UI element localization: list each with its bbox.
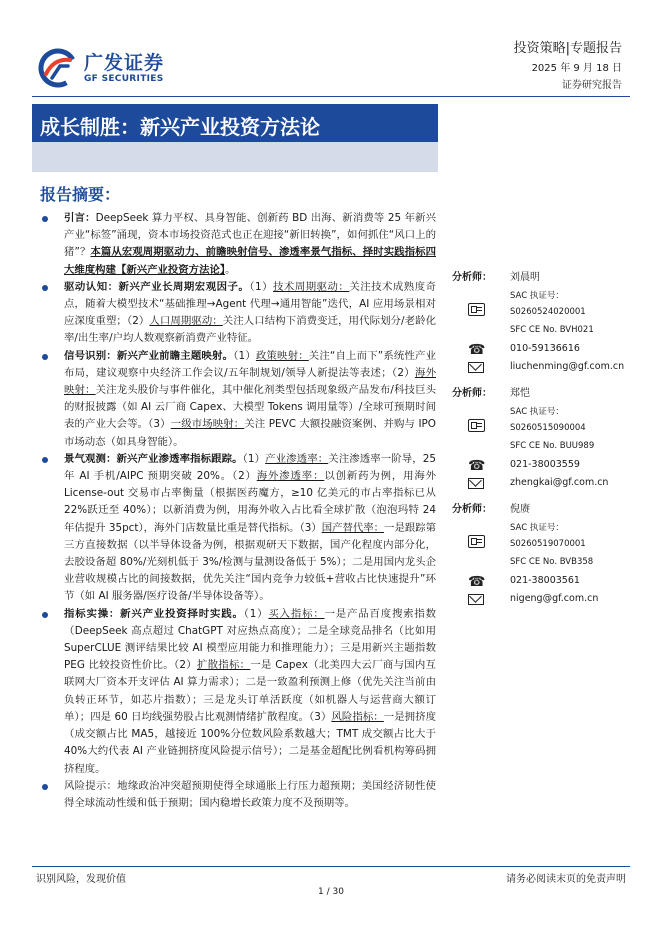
- summary-text: 。: [225, 263, 236, 276]
- summary-text: 一是跟踪第三方直接数据（以半导体设备为例，根据观研天下数据，国产化程度内部分化，去胶设备超 80%/光刻机低于 3%/检测与量测设备低于 5%）；二是用国内龙头企业营收规模占比的间接数据，优先关注“国内竞争力较低+营收占比快速提升”环节（如 AI 服务器/医疗设备/半导体设备等）。: [64, 521, 437, 603]
- summary-subhead: 海外渗透率：: [256, 470, 325, 483]
- summary-item: [38, 210, 436, 279]
- subtitle-band: [32, 142, 438, 172]
- bullet-icon: [42, 216, 48, 222]
- analyst-label: 分析师：: [452, 388, 492, 399]
- analyst-sfc-number: SFC CE No. BVH021: [510, 325, 594, 335]
- analyst-name: 郑恺: [510, 388, 530, 399]
- summary-text: 关注龙头股价与事件催化，其中催化剂类型包括现象级产品发布/科技巨头的财报披露（如 AI 云厂商 Capex、大模型 Tokens 调用量等）/全球可预期时间表的产业大会等。（3）: [64, 384, 437, 431]
- report-meta: [514, 40, 622, 94]
- summary-subhead: 政策映射：: [255, 349, 309, 362]
- summary-text: 一是拥挤度（成交额占比 MA5，越接近 100%分位数风险系数越大；TMT 成交额占比大于 40%大约代表 AI 产业链拥挤度风险提示信号）；二是基金超配比例看机构筹码拥挤程度。: [64, 710, 436, 775]
- summary-heading: 报告摘要：: [40, 185, 121, 204]
- analyst-sac-label: SAC 执证号：: [510, 407, 564, 417]
- summary-text: 关注“自上而下”系统性产业布局，建议观察中央经济工作会议/五年制规划/领导人新提法等表述；（2）: [64, 349, 437, 379]
- summary-subhead: 人口周期驱动：: [149, 315, 223, 328]
- summary-subhead: 国产替代率：: [321, 521, 385, 534]
- summary-lead: 指标实操：新兴产业投资择时实践。: [64, 607, 244, 620]
- summary-subhead: 扩散指标：: [196, 659, 251, 672]
- summary-subhead: 风险指标：: [331, 710, 384, 723]
- analyst-sfc-number: SFC CE No. BUU989: [510, 441, 595, 451]
- summary-text: 风险提示：地缘政治冲突超预期使得全球通胀上行压力超预期；美国经济韧性使得全球流动性缓和低于预期；国内稳增长政策力度不及预期等。: [64, 779, 436, 809]
- summary-text: 一是产品百度搜索指数（DeepSeek 高点超过 ChatGPT 对应热点高度）；二是全球竞品排名（比如用 SuperCLUE 测评结果比较 AI 模型应用能力和推理能力）；三是用新兴主题指数 PEG 比较投资性价比。（2）: [64, 607, 437, 672]
- id-card-icon: [468, 419, 485, 432]
- analyst-sac-number: S0260524020001: [510, 307, 586, 317]
- analyst-panel: [452, 268, 632, 616]
- analyst-phone: 021-38003559: [510, 459, 580, 470]
- summary-item: [38, 348, 436, 451]
- brand-name-en: GF SECURITIES: [84, 74, 164, 84]
- analyst-card: [452, 384, 632, 500]
- analyst-name: 倪赓: [510, 504, 530, 515]
- summary-subhead: 一级市场映射：: [170, 418, 245, 431]
- page-number: 1 / 30: [318, 887, 344, 897]
- analyst-sfc-number: SFC CE No. BVB358: [510, 557, 594, 567]
- envelope-icon: [468, 362, 484, 373]
- summary-subhead: 买入指标：: [268, 607, 325, 620]
- summary-text: 关注 PEVC 大额投融资案例、并购与 IPO 市场动态（如具身智能）。: [64, 418, 436, 448]
- analyst-sac-label: SAC 执证号：: [510, 523, 564, 533]
- id-card-icon: [468, 303, 485, 316]
- analyst-phone: 010-59136616: [510, 343, 580, 354]
- brand-logo: [38, 48, 188, 88]
- footer-divider: [32, 866, 630, 867]
- summary-text: DeepSeek 算力平权、具身智能、创新药 BD 出海、新消费等 25 年新兴产业“标签”涌现，资本市场投资范式也正在迎接“新旧转换”，如何抓住“风口上的猪”？: [64, 212, 436, 259]
- summary-item: [38, 606, 436, 778]
- bullet-icon: [42, 354, 48, 360]
- bullet-icon: [42, 784, 48, 790]
- phone-icon: ☎: [468, 574, 486, 590]
- header-divider: [32, 96, 630, 97]
- bullet-icon: [42, 612, 48, 618]
- phone-icon: ☎: [468, 342, 486, 358]
- summary-subhead: 海外映射：: [64, 366, 436, 397]
- summary-subhead: 产业渗透率：: [265, 452, 329, 465]
- summary-item: [38, 279, 436, 348]
- summary-text: 关注渗透率一阶导，25 年 AI 手机/AIPC 预期突破 20%。（2）: [64, 452, 437, 483]
- bullet-icon: [42, 285, 48, 291]
- id-card-icon: [468, 535, 485, 548]
- summary-subhead: 技术周期驱动：: [273, 280, 350, 293]
- summary-text: 关注人口结构下消费变迁，用代际划分/老龄化率/出生率/户均人数观察新消费产业特征。: [64, 315, 437, 345]
- summary-list: [38, 210, 436, 812]
- summary-text: （1）: [242, 452, 266, 465]
- report-dept: 证券研究报告: [562, 80, 622, 91]
- title-band: [32, 104, 438, 142]
- summary-lead: 驱动认知：新兴产业长周期宏观因子。: [64, 280, 250, 293]
- brand-name-cn: 广发证券: [84, 52, 165, 74]
- analyst-label: 分析师：: [452, 504, 492, 515]
- analyst-email[interactable]: nigeng@gf.com.cn: [510, 593, 599, 604]
- analyst-sac-number: S0260515090004: [510, 423, 586, 433]
- envelope-icon: [468, 594, 484, 605]
- envelope-icon: [468, 478, 484, 489]
- analyst-phone: 021-38003561: [510, 575, 580, 586]
- analyst-sac-number: S0260519070001: [510, 539, 586, 549]
- analyst-label: 分析师：: [452, 272, 492, 283]
- analyst-sac-label: SAC 执证号：: [510, 291, 564, 301]
- bullet-icon: [42, 457, 48, 463]
- footer-slogan: 识别风险，发现价值: [36, 874, 126, 885]
- analyst-card: [452, 268, 632, 384]
- summary-key-text: 本篇从宏观周期驱动力、前瞻映射信号、渗透率景气指标、择时实践指标四大维度构建【新兴产业投资方法论】: [64, 246, 436, 276]
- summary-item: [38, 778, 436, 812]
- report-date: 2025 年 9 月 18 日: [531, 63, 622, 74]
- summary-text: （1）: [243, 607, 269, 620]
- analyst-name: 刘晨明: [510, 272, 540, 283]
- report-type: 投资策略|专题报告: [513, 41, 622, 56]
- summary-text: （1）: [249, 280, 274, 293]
- analyst-email[interactable]: zhengkai@gf.com.cn: [510, 477, 609, 488]
- summary-text: 关注技术成熟度奇点，随着大模型技术“基础推理→Agent 代理→通用智能”迭代，AI 应用场景相对应深度重塑；（2）: [64, 280, 436, 328]
- footer-disclaimer: 请务必阅读末页的免责声明: [506, 874, 626, 885]
- summary-item: [38, 451, 436, 606]
- analyst-card: [452, 500, 632, 616]
- summary-lead: 景气观测：新兴产业渗透率指标跟踪。: [64, 452, 243, 465]
- analyst-email[interactable]: liuchenming@gf.com.cn: [510, 361, 625, 372]
- summary-text: 一是 Capex（北美四大云厂商与国内互联网大厂资本开支评估 AI 算力需求）；二是一致盈利预测上修（优先关注当前由负转正环节，如芯片指数）；三是龙头订单活跃度（如机器人与运营商大额订单）；四是 60 日均线强势股占比观测情绪扩散程度。（3）: [64, 659, 436, 723]
- summary-lead: 引言：: [64, 212, 96, 224]
- summary-text: （1）: [233, 349, 256, 362]
- phone-icon: ☎: [468, 458, 486, 474]
- report-title: 成长制胜：新兴产业投资方法论: [40, 115, 320, 139]
- summary-text: 以创新药为例，用海外 License-out 交易市占率衡量（根据医药魔方，≥10 亿美元的市占率指标已从 22%跃迁至 40%）；以新消费为例，用海外收入占比看全球扩散（泡泡玛特 24 年估提升 35pct），海外门店数量比重是替代指标。（3）: [64, 470, 436, 534]
- gf-logo-icon: [38, 48, 78, 88]
- summary-lead: 信号识别：新兴产业前瞻主题映射。: [64, 349, 234, 362]
